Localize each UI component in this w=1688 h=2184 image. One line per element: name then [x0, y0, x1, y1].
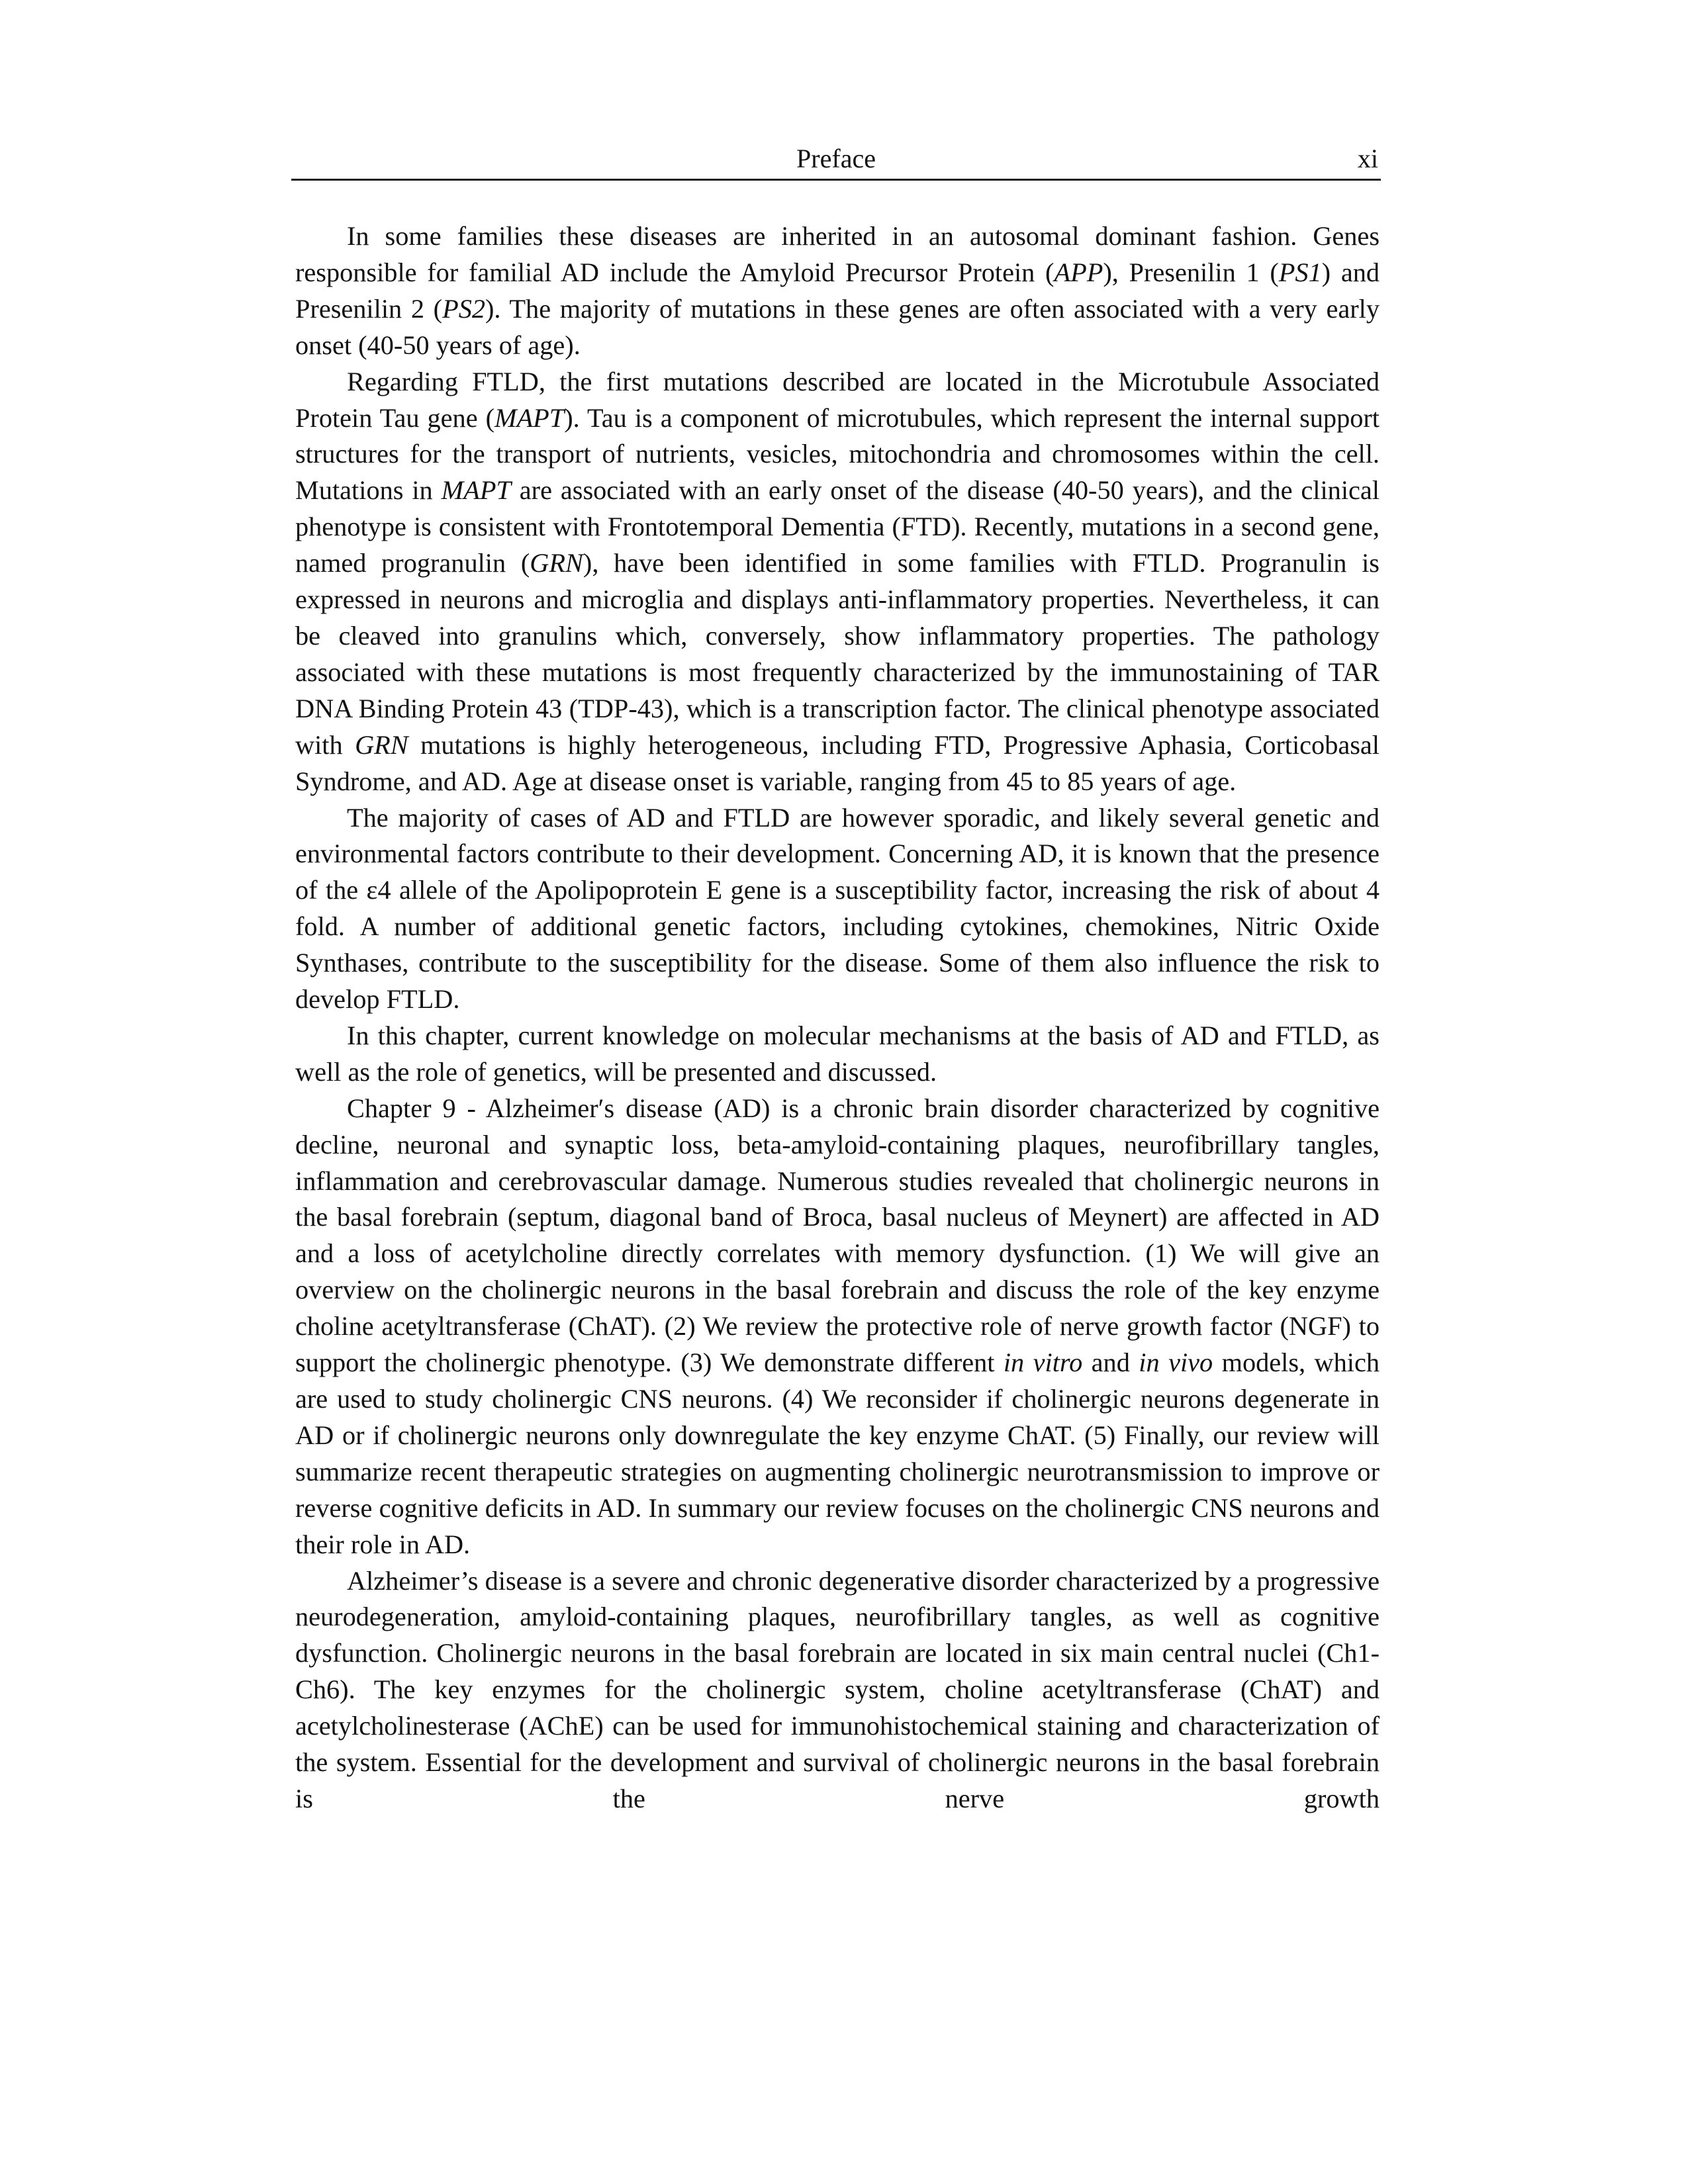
page-number: xi	[1357, 144, 1378, 173]
text-segment: The majority of cases of AD and FTLD are however sporadic, and likely several genetic and environmental factors contribute to their development. Concerning AD, it is known that the presence of the ε4 allele of the Apolipoprotein E gene is a susceptibility factor, increasing the risk of about 4 fold. A number of additional genetic factors, including cytokines, chemokines, Nitric Oxide Synthases, contribute to the susceptibility for the disease. Some of them also influence the risk to develop FTLD.	[295, 802, 1380, 1015]
running-head: Preface	[796, 144, 876, 173]
paragraph	[295, 364, 1380, 800]
text-segment: ). Tau is a component of microtubules, which represent the internal support structures for the transport of nutrients, vesicles, mitochondria and chromosomes within the cell. Mutations in	[295, 402, 1380, 506]
italic-text: APP	[1054, 257, 1103, 287]
page-header	[291, 139, 1381, 181]
italic-text: in vitro	[1003, 1347, 1083, 1378]
paragraph	[295, 1563, 1380, 1817]
italic-text: PS2	[442, 293, 485, 324]
text-segment: ). The majority of mutations in these genes are often associated with a very early onset (40-50 years of age).	[295, 293, 1380, 360]
text-segment: ) and Presenilin 2 (	[295, 257, 1380, 324]
italic-text: MAPT	[441, 475, 511, 506]
text-segment: ), Presenilin 1 (	[1103, 257, 1279, 287]
italic-text: GRN	[355, 729, 408, 760]
text-segment: Alzheimer’s disease is a severe and chronic degenerative disorder characterized by a progressive neurodegeneration, amyloid-containing plaques, neurofibrillary tangles, as well as cognitive dysfunction. Cholinergic neurons in the basal forebrain are located in six main central nuclei (Ch1-Ch6). The key enzymes for the cholinergic system, choline acetyltransferase (ChAT) and acetylcholinesterase (AChE) can be used for immunohistochemical staining and characterization of the system. Essential for the development and survival of cholinergic neurons in the basal forebrain is the nerve growth	[295, 1565, 1380, 1813]
text-segment: ), have been identified in some families with FTLD. Progranulin is expressed in neurons and microglia and displays anti-inflammatory properties. Nevertheless, it can be cleaved into granulins which, conversely, show inflammatory properties. The pathology associated with these mutations is most frequently characterized by the immunostaining of TAR DNA Binding Protein 43 (TDP-43), which is a transcription factor. The clinical phenotype associated with	[295, 548, 1380, 760]
text-segment: and	[1082, 1347, 1139, 1378]
italic-text: in vivo	[1139, 1347, 1213, 1378]
italic-text: GRN	[530, 548, 583, 578]
text-segment: mutations is highly heterogeneous, including FTD, Progressive Aphasia, Corticobasal Syndrome, and AD. Age at disease onset is variable, ranging from 45 to 85 years of age.	[295, 729, 1380, 796]
text-segment: models, which are used to study cholinergic CNS neurons. (4) We reconsider if cholinergic neurons degenerate in AD or if cholinergic neurons only downregulate the key enzyme ChAT. (5) Finally, our review will summarize recent therapeutic strategies on augmenting cholinergic neurotransmission to improve or reverse cognitive deficits in AD. In summary our review focuses on the cholinergic CNS neurons and their role in AD.	[295, 1347, 1380, 1559]
body-text	[295, 218, 1380, 1817]
italic-text: MAPT	[494, 402, 565, 433]
paragraph	[295, 1091, 1380, 1563]
text-segment: Chapter 9 - Alzheimer′s disease (AD) is a chronic brain disorder characterized by cognitive decline, neuronal and synaptic loss, beta-amyloid-containing plaques, neurofibrillary tangles, inflammation and cerebrovascular damage. Numerous studies revealed that cholinergic neurons in the basal forebrain (septum, diagonal band of Broca, basal nucleus of Meynert) are affected in AD and a loss of acetylcholine directly correlates with memory dysfunction. (1) We will give an overview on the cholinergic neurons in the basal forebrain and discuss the role of the key enzyme choline acetyltransferase (ChAT). (2) We review the protective role of nerve growth factor (NGF) to support the cholinergic phenotype. (3) We demonstrate different	[295, 1093, 1380, 1378]
text-segment: In some families these diseases are inherited in an autosomal dominant fashion. Genes responsible for familial AD include the Amyloid Precursor Protein (	[295, 221, 1380, 287]
paragraph	[295, 1018, 1380, 1091]
paragraph	[295, 218, 1380, 364]
paragraph	[295, 800, 1380, 1018]
text-segment: are associated with an early onset of the disease (40-50 years), and the clinical phenotype is consistent with Frontotemporal Dementia (FTD). Recently, mutations in a second gene, named progranulin (	[295, 475, 1380, 578]
text-segment: In this chapter, current knowledge on molecular mechanisms at the basis of AD and FTLD, as well as the role of genetics, will be presented and discussed.	[295, 1020, 1380, 1087]
text-segment: Regarding FTLD, the first mutations described are located in the Microtubule Associated Protein Tau gene (	[295, 366, 1380, 433]
italic-text: PS1	[1278, 257, 1322, 287]
